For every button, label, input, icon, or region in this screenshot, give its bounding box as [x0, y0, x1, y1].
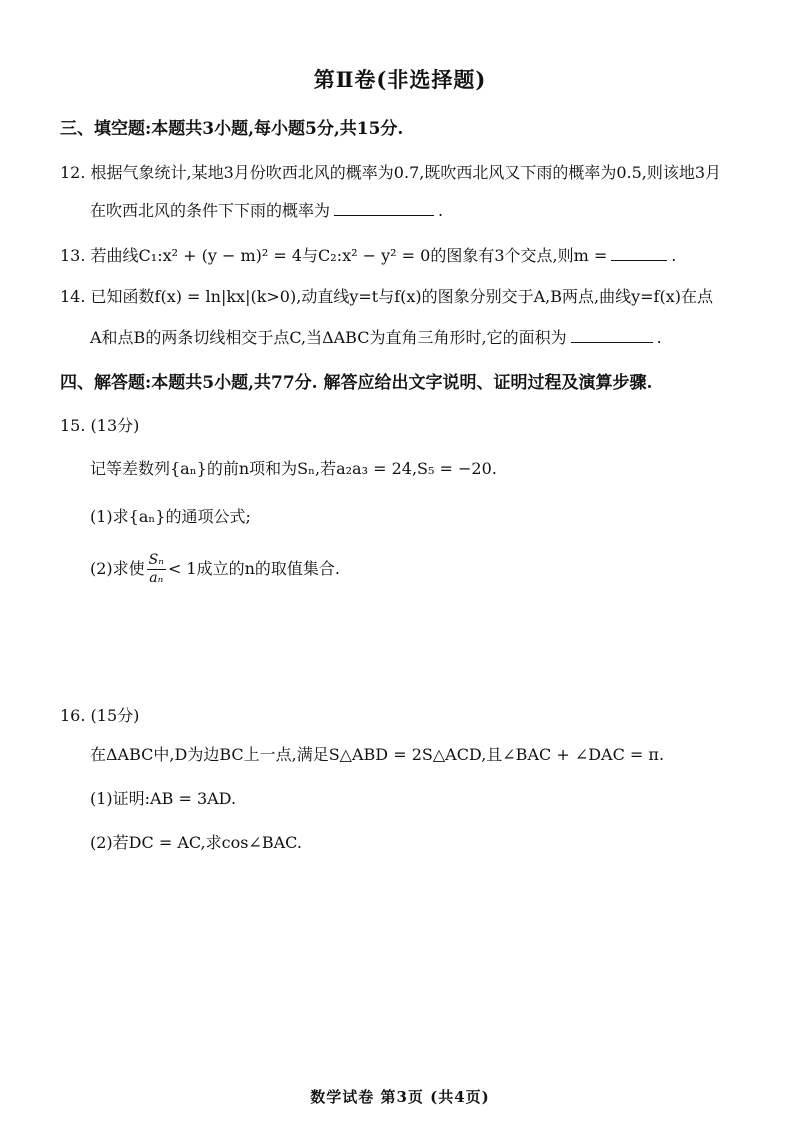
- section-4-heading: 四、解答题:本题共5小题,共77分. 解答应给出文字说明、证明过程及演算步骤.: [60, 373, 653, 393]
- page-footer: 数学试卷 第3页 (共4页): [310, 1088, 490, 1106]
- section-3-heading: 三、填空题:本题共3小题,每小题5分,共15分.: [60, 119, 404, 139]
- question-14-end: .: [656, 328, 662, 347]
- question-15-part-2-prefix: (2)求使: [90, 559, 145, 578]
- question-15-part-2: [90, 552, 340, 587]
- question-16-stem: 在ΔABC中,D为边BC上一点,满足S△ABD = 2S△ACD,且∠BAC + ∠DAC = π.: [90, 745, 665, 764]
- question-16-part-2: (2)若DC = AC,求cos∠BAC.: [90, 833, 302, 852]
- question-12-line-1: 12. 根据气象统计,某地3月份吹西北风的概率为0.7,既吹西北风又下雨的概率为0.5,则该地3月: [60, 163, 722, 182]
- question-14-line-2: [90, 325, 662, 348]
- fraction-sn-over-an: [147, 552, 166, 587]
- question-12-end: .: [438, 201, 444, 220]
- question-15-part-2-suffix: < 1成立的n的取值集合.: [167, 559, 341, 578]
- question-13-end: .: [671, 246, 677, 265]
- question-13-text: 13. 若曲线C₁:x² + (y − m)² = 4与C₂:x² − y² = 0的图象有3个交点,则m =: [60, 246, 608, 265]
- answer-blank-14: [571, 328, 653, 343]
- question-14-line-1: 14. 已知函数f(x) = ln|kx|(k>0),动直线y=t与f(x)的图象分别交于A,B两点,曲线y=f(x)在点: [60, 287, 713, 306]
- question-15-part-1: (1)求{aₙ}的通项公式;: [90, 507, 251, 526]
- question-16-header: 16. (15分): [60, 706, 140, 725]
- page-title: 第Ⅱ卷(非选择题): [313, 67, 487, 92]
- question-12-text: 在吹西北风的条件下下雨的概率为: [90, 201, 331, 220]
- question-15-stem: 记等差数列{aₙ}的前n项和为Sₙ,若a₂a₃ = 24,S₅ = −20.: [90, 459, 497, 478]
- question-13: [60, 243, 676, 266]
- question-14-text: A和点B的两条切线相交于点C,当ΔABC为直角三角形时,它的面积为: [90, 328, 567, 347]
- question-16-part-1: (1)证明:AB = 3AD.: [90, 789, 237, 808]
- answer-blank-12: [334, 201, 434, 216]
- question-12-line-2: [90, 198, 443, 221]
- question-15-header: 15. (13分): [60, 416, 140, 435]
- answer-blank-13: [611, 246, 667, 261]
- fraction-denominator: aₙ: [149, 570, 164, 586]
- fraction-numerator: Sₙ: [148, 552, 164, 568]
